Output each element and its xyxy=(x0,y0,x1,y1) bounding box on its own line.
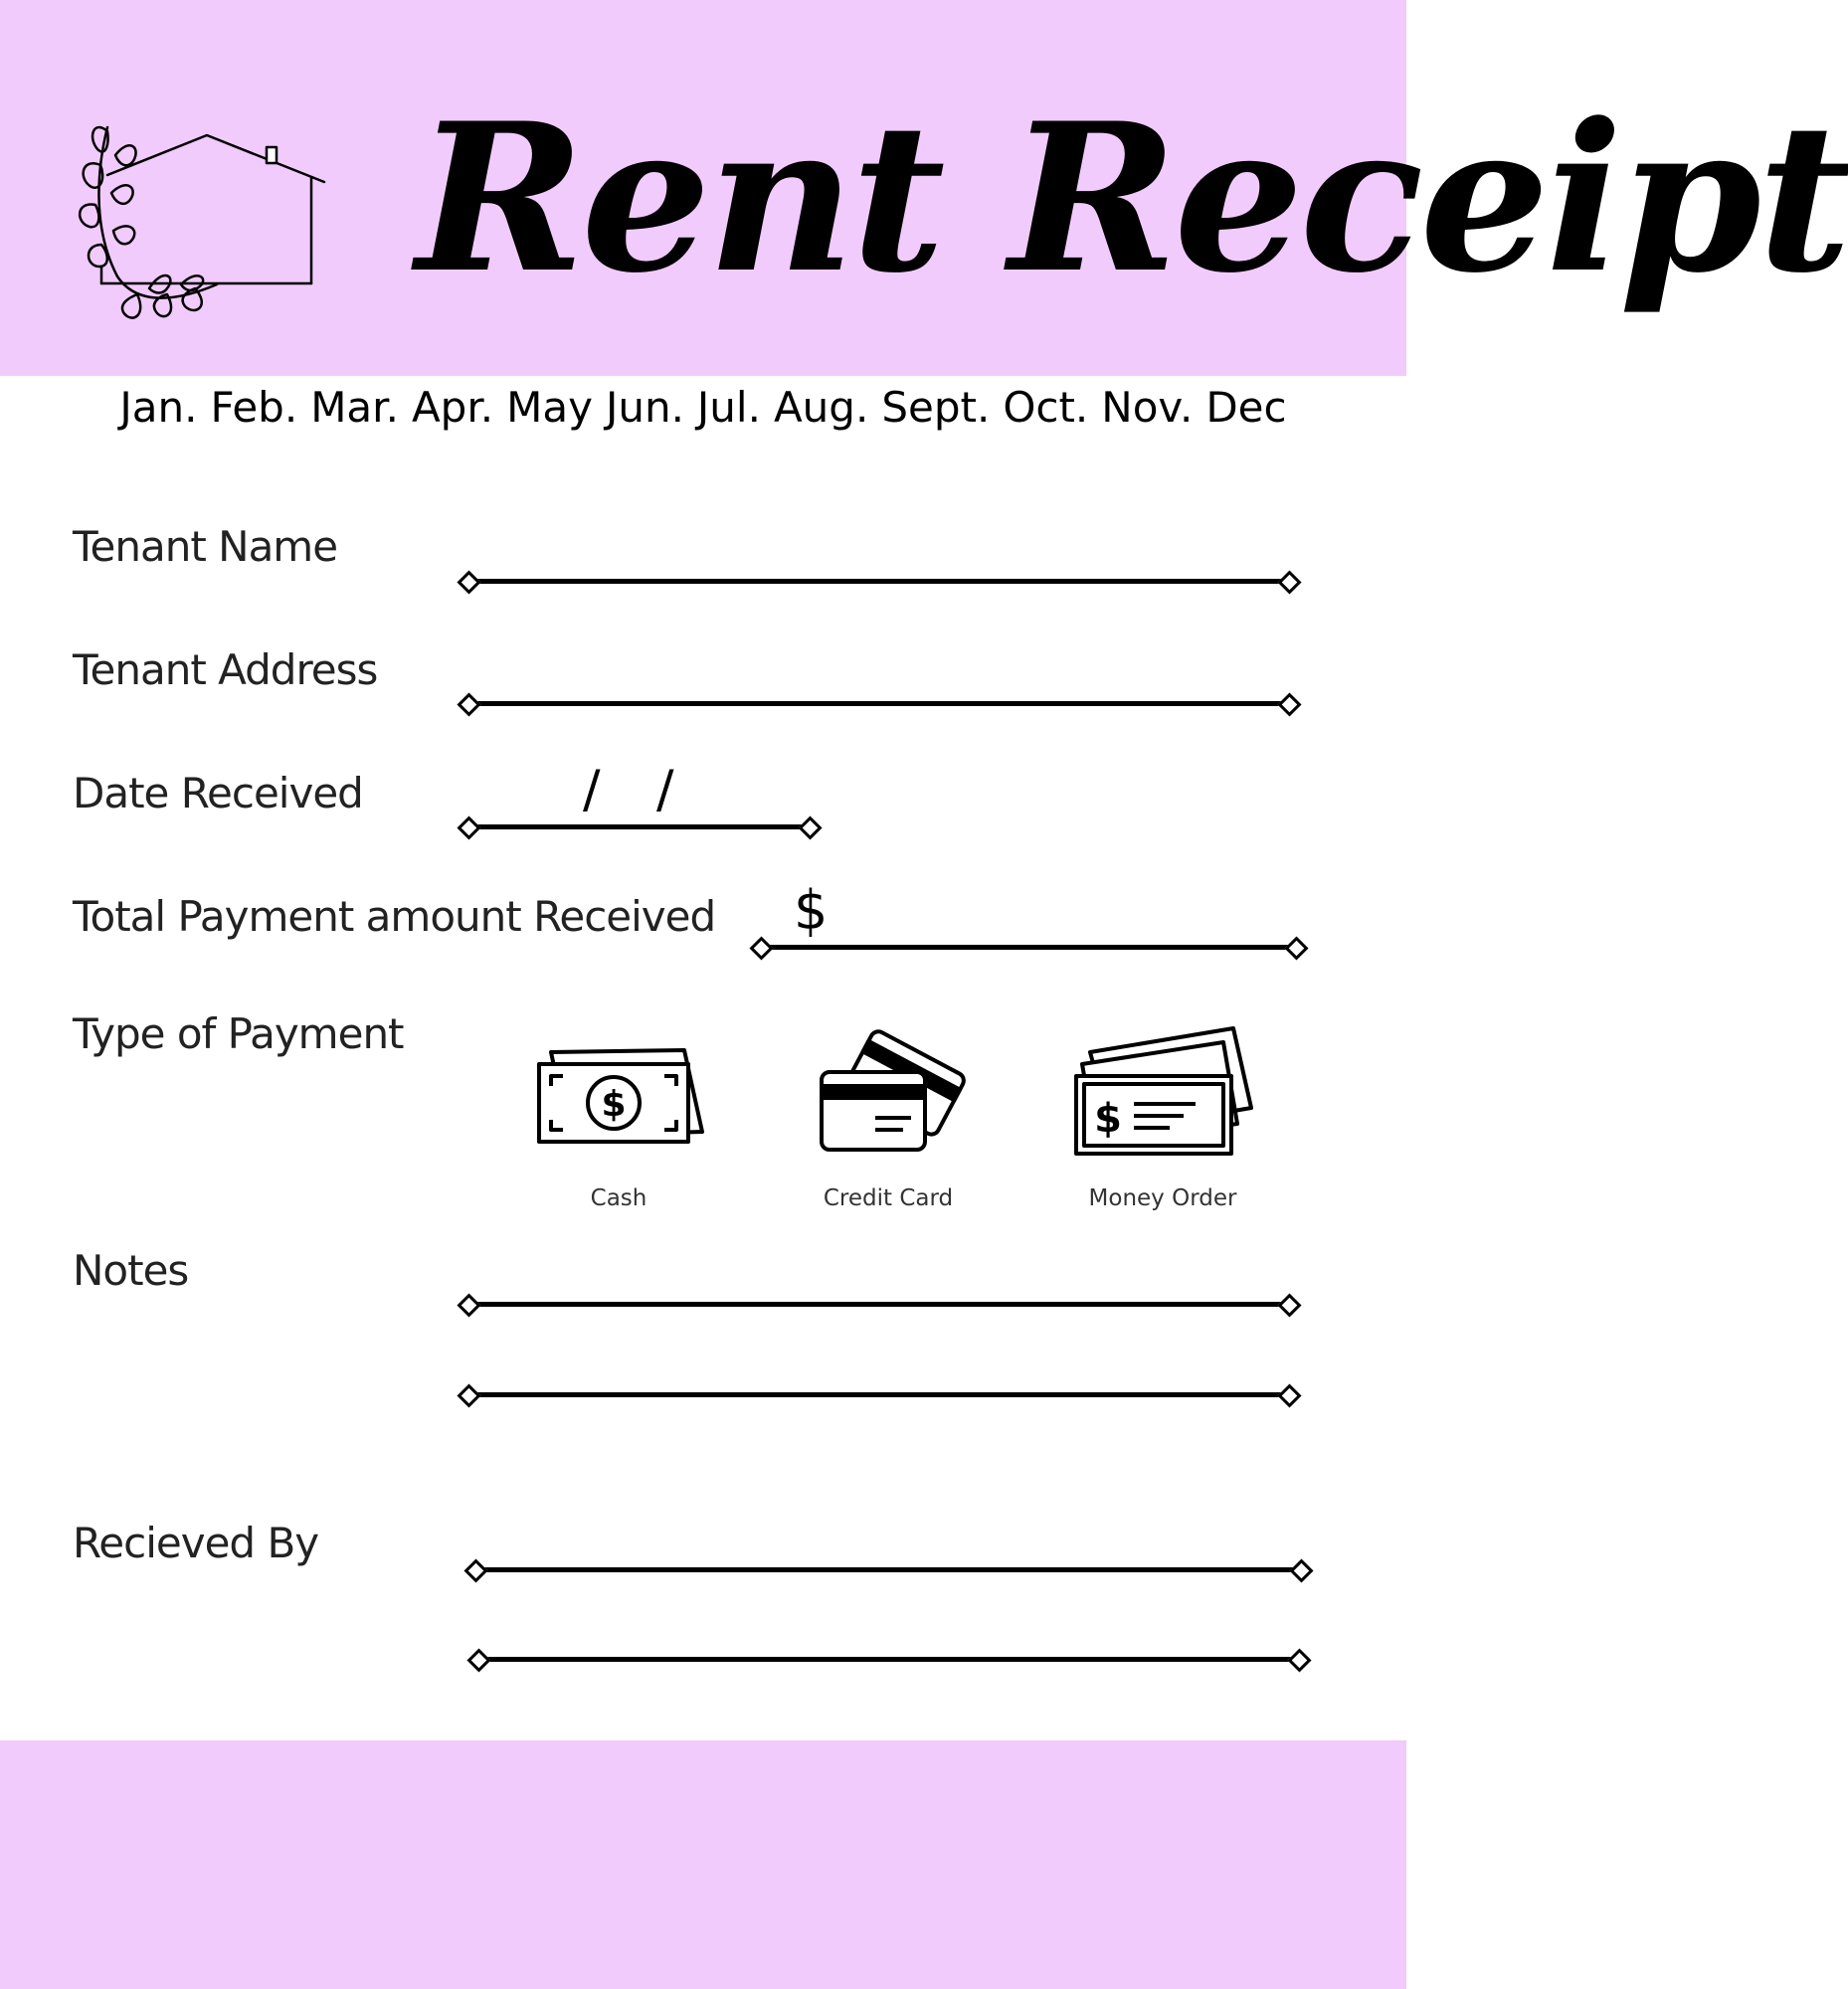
month-list xyxy=(0,376,1406,438)
notes-line-2[interactable] xyxy=(460,1383,1299,1405)
date-received-line[interactable] xyxy=(460,815,820,837)
received-by-line-1-bar xyxy=(474,1567,1303,1572)
month-sept[interactable]: Sept. xyxy=(881,382,991,432)
line-end-diamond-icon xyxy=(1277,570,1301,594)
notes-line-2-bar xyxy=(467,1392,1291,1397)
line-end-diamond-icon xyxy=(457,1293,480,1317)
line-end-diamond-icon xyxy=(463,1558,487,1582)
total-payment-line-bar xyxy=(760,945,1298,950)
received-by-line-2-bar xyxy=(477,1657,1301,1662)
notes-line-1[interactable] xyxy=(460,1293,1299,1315)
line-end-diamond-icon xyxy=(466,1648,490,1672)
notes-label: Notes xyxy=(73,1246,189,1295)
month-jan[interactable]: Jan. xyxy=(119,382,198,432)
payment-type-label: Type of Payment xyxy=(73,1009,404,1058)
month-feb[interactable]: Feb. xyxy=(210,382,298,432)
line-end-diamond-icon xyxy=(1289,1558,1313,1582)
month-jun[interactable]: Jun. xyxy=(605,382,684,432)
line-end-diamond-icon xyxy=(1287,1648,1311,1672)
house-laurel-icon xyxy=(68,117,336,331)
tenant-address-line[interactable] xyxy=(460,692,1299,714)
svg-text:$: $ xyxy=(1094,1096,1122,1142)
month-mar[interactable]: Mar. xyxy=(310,382,399,432)
received-by-line-1[interactable] xyxy=(466,1558,1311,1580)
notes-line-1-bar xyxy=(467,1302,1291,1307)
cash-bills-icon[interactable] xyxy=(535,1046,706,1150)
line-end-diamond-icon xyxy=(798,815,822,839)
total-payment-line[interactable] xyxy=(752,936,1306,958)
date-slash-1: / xyxy=(583,760,601,819)
line-end-diamond-icon xyxy=(1284,936,1308,960)
date-received-line-bar xyxy=(467,824,812,829)
date-slash-2: / xyxy=(656,760,674,819)
month-dec[interactable]: Dec xyxy=(1205,382,1287,432)
line-end-diamond-icon xyxy=(457,1383,480,1407)
month-apr[interactable]: Apr. xyxy=(411,382,494,432)
line-end-diamond-icon xyxy=(1277,1383,1301,1407)
tenant-name-line[interactable] xyxy=(460,570,1299,592)
footer-band xyxy=(0,1740,1406,1989)
month-may[interactable]: May xyxy=(506,382,593,432)
total-payment-label: Total Payment amount Received xyxy=(73,892,716,941)
tenant-name-line-bar xyxy=(467,579,1291,584)
date-received-label: Date Received xyxy=(73,769,363,817)
payment-label-credit-card: Credit Card xyxy=(823,1185,954,1211)
line-end-diamond-icon xyxy=(1277,1293,1301,1317)
line-end-diamond-icon xyxy=(457,692,480,716)
payment-label-cash: Cash xyxy=(590,1185,647,1211)
month-jul[interactable]: Jul. xyxy=(696,382,761,432)
page-title: Rent Receipt xyxy=(416,80,1848,318)
tenant-address-line-bar xyxy=(467,701,1291,706)
payment-label-money-order: Money Order xyxy=(1088,1185,1237,1211)
tenant-address-label: Tenant Address xyxy=(73,645,378,694)
money-order-icon[interactable] xyxy=(1072,1024,1253,1158)
month-oct[interactable]: Oct. xyxy=(1003,382,1089,432)
month-aug[interactable]: Aug. xyxy=(773,382,869,432)
line-end-diamond-icon xyxy=(749,936,773,960)
tenant-name-label: Tenant Name xyxy=(73,522,338,571)
received-by-line-2[interactable] xyxy=(469,1648,1309,1670)
line-end-diamond-icon xyxy=(1277,692,1301,716)
received-by-label: Recieved By xyxy=(73,1519,319,1567)
month-nov[interactable]: Nov. xyxy=(1101,382,1194,432)
line-end-diamond-icon xyxy=(457,815,480,839)
svg-text:$: $ xyxy=(601,1084,627,1125)
dollar-sign: $ xyxy=(794,879,829,942)
line-end-diamond-icon xyxy=(457,570,480,594)
credit-cards-icon[interactable] xyxy=(818,1022,961,1156)
